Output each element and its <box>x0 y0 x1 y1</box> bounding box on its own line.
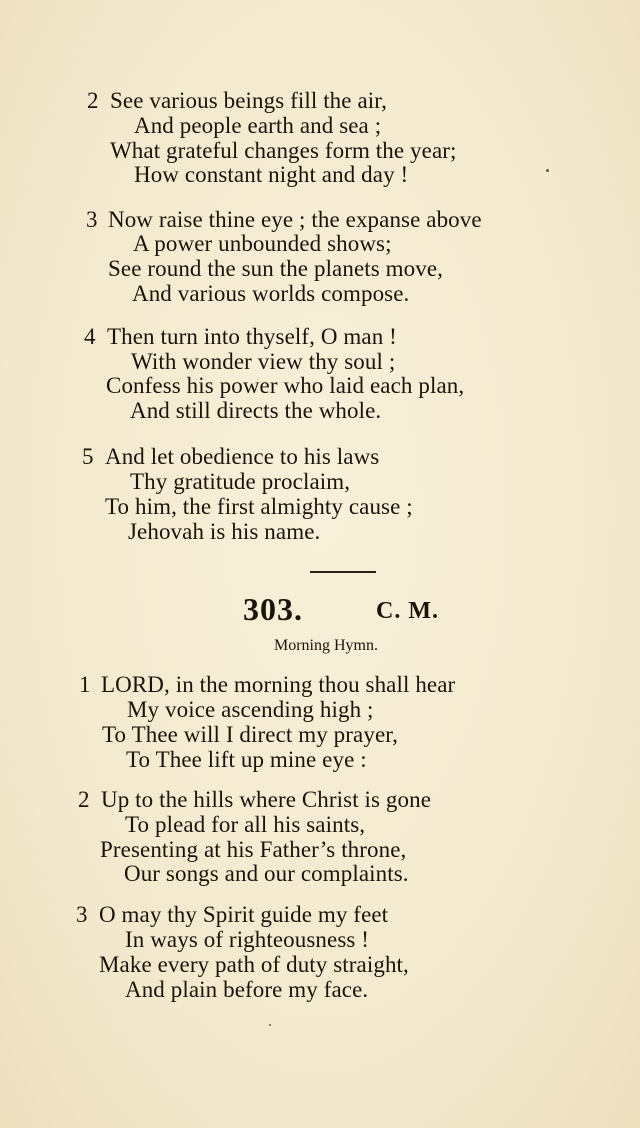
hymn-number: 303. <box>243 591 303 627</box>
verse-line: My voice ascending high ; <box>127 697 374 722</box>
verse-line: And let obedience to his laws <box>105 444 380 469</box>
verse-line: Then turn into thyself, O man ! <box>107 324 397 349</box>
verse-line: Jehovah is his name. <box>128 519 321 544</box>
stanza-number: 3 <box>76 902 88 927</box>
verse-line: Our songs and our complaints. <box>124 861 409 886</box>
verse-line: Presenting at his Father’s throne, <box>100 837 407 862</box>
stanza-number: 2 <box>78 787 90 812</box>
section-divider <box>310 571 376 573</box>
verse-line: To Thee lift up mine eye : <box>126 747 367 772</box>
verse-line: Confess his power who laid each plan, <box>106 373 465 398</box>
verse-line: O may thy Spirit guide my feet <box>99 902 389 927</box>
verse-line: Now raise thine eye ; the expanse above <box>108 207 482 232</box>
verse-line: With wonder view thy soul ; <box>131 349 396 374</box>
verse-line: To Thee will I direct my prayer, <box>102 722 398 747</box>
stanza-number: 1 <box>79 672 91 697</box>
verse-line: See various beings fill the air, <box>110 88 387 113</box>
hymn-title: Morning Hymn. <box>274 637 378 654</box>
verse-line: To plead for all his saints, <box>125 812 366 837</box>
verse-line: Up to the hills where Christ is gone <box>101 787 432 812</box>
verse-line: To him, the first almighty cause ; <box>105 494 413 519</box>
paper-speck <box>269 1024 271 1026</box>
stanza-number: 3 <box>86 207 98 232</box>
verse-line: See round the sun the planets move, <box>108 256 444 281</box>
verse-line: And various worlds compose. <box>132 281 410 306</box>
verse-line: In ways of righteousness ! <box>125 927 370 952</box>
verse-line: LORD, in the morning thou shall hear <box>101 672 456 697</box>
verse-line: How constant night and day ! <box>134 162 409 187</box>
stanza-number: 2 <box>87 88 99 113</box>
paper-speck <box>546 169 549 172</box>
verse-line: And plain before my face. <box>125 977 369 1002</box>
verse-line: Thy gratitude proclaim, <box>130 469 351 494</box>
verse-line: And still directs the whole. <box>130 398 382 423</box>
verse-line: And people earth and sea ; <box>134 113 382 138</box>
stanza-number: 5 <box>82 444 94 469</box>
hymn-meter: C. M. <box>376 598 439 624</box>
stanza-number: 4 <box>84 324 96 349</box>
verse-line: Make every path of duty straight, <box>99 952 409 977</box>
verse-line: A power unbounded shows; <box>133 231 392 256</box>
verse-line: What grateful changes form the year; <box>110 138 457 163</box>
